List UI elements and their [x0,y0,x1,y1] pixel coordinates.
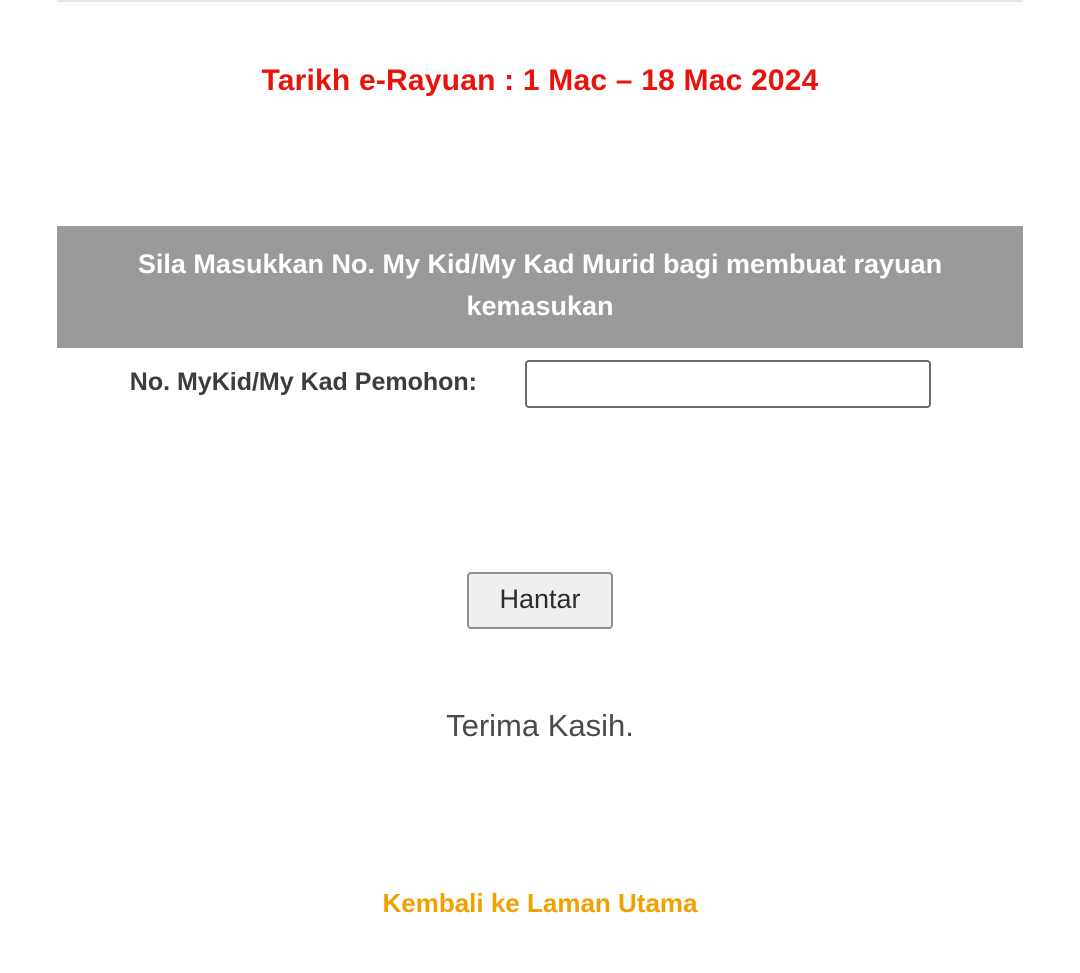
section-header-title: Sila Masukkan No. My Kid/My Kad Murid bagi membuat rayuan kemasukan [57,226,1023,348]
back-to-home-link[interactable]: Kembali ke Laman Utama [382,888,698,918]
appeal-date-banner: Tarikh e-Rayuan : 1 Mac – 18 Mac 2024 [261,64,819,97]
mykid-field-label: No. MyKid/My Kad Pemohon: [129,368,477,396]
mykid-input[interactable] [525,360,931,408]
home-link-container [0,888,1080,919]
mykid-field-row [57,360,1023,408]
submit-button[interactable]: Hantar [467,572,612,629]
top-divider [57,0,1023,2]
mykid-input-wrapper [525,360,931,408]
submit-button-container [0,572,1080,629]
thank-you-text: Terima Kasih. [446,708,634,743]
